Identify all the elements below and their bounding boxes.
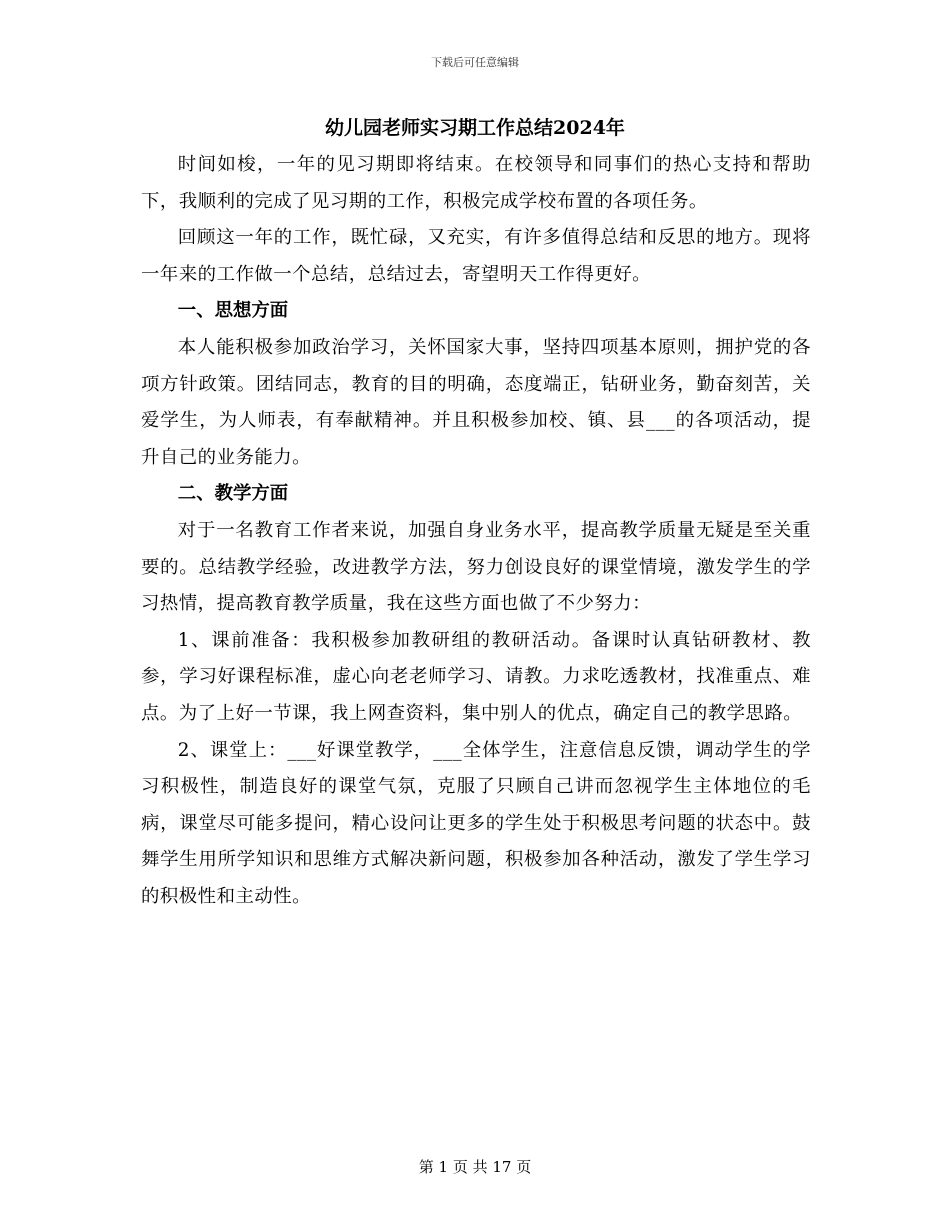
header-note: 下载后可任意编辑 — [431, 56, 519, 69]
document-body — [141, 147, 811, 915]
section-paragraph: 1、课前准备：我积极参加教研组的教研活动。备课时认真钻研教材、教参，学习好课程标准，虚心向老老师学习、请教。力求吃透教材，找准重点、难点。为了上好一节课，我上网查资料，集中别人的优点，确定自己的教学思路。 — [141, 629, 811, 724]
intro-paragraph: 时间如梭，一年的见习期即将结束。在校领导和同事们的热心支持和帮助下，我顺利的完成了见习期的工作，积极完成学校布置的各项任务。 — [141, 154, 811, 212]
section-paragraph: 2、课堂上：___好课堂教学，___全体学生，注意信息反馈，调动学生的学习积极性，制造良好的课堂气氛，克服了只顾自己讲而忽视学生主体地位的毛病，课堂尽可能多提问，精心设问让更多的学生处于积极思考问题的状态中。鼓舞学生用所学知识和思维方式解决新问题，积极参加各种活动，激发了学生学习的积极性和主动性。 — [141, 739, 811, 907]
section-paragraph: 本人能积极参加政治学习，关怀国家大事，坚持四项基本原则，拥护党的各项方针政策。团结同志，教育的目的明确，态度端正，钻研业务，勤奋刻苦，关爱学生，为人师表，有奉献精神。并且积极参加校、镇、县___的各项活动，提升自己的业务能力。 — [141, 336, 811, 468]
intro-paragraph: 回顾这一年的工作，既忙碌，又充实，有许多值得总结和反思的地方。现将一年来的工作做一个总结，总结过去，寄望明天工作得更好。 — [141, 227, 811, 285]
section-paragraph: 对于一名教育工作者来说，加强自身业务水平，提高教学质量无疑是至关重要的。总结教学经验，改进教学方法，努力创设良好的课堂情境，激发学生的学习热情，提高教育教学质量，我在这些方面也做了不少努力： — [141, 519, 811, 615]
section-heading-thought: 一、思想方面 — [177, 300, 289, 322]
document-title: 幼儿园老师实习期工作总结2024年 — [325, 117, 625, 139]
page-footer: 第 1 页 共 17 页 — [418, 1158, 532, 1176]
section-heading-teaching: 二、教学方面 — [177, 483, 289, 505]
